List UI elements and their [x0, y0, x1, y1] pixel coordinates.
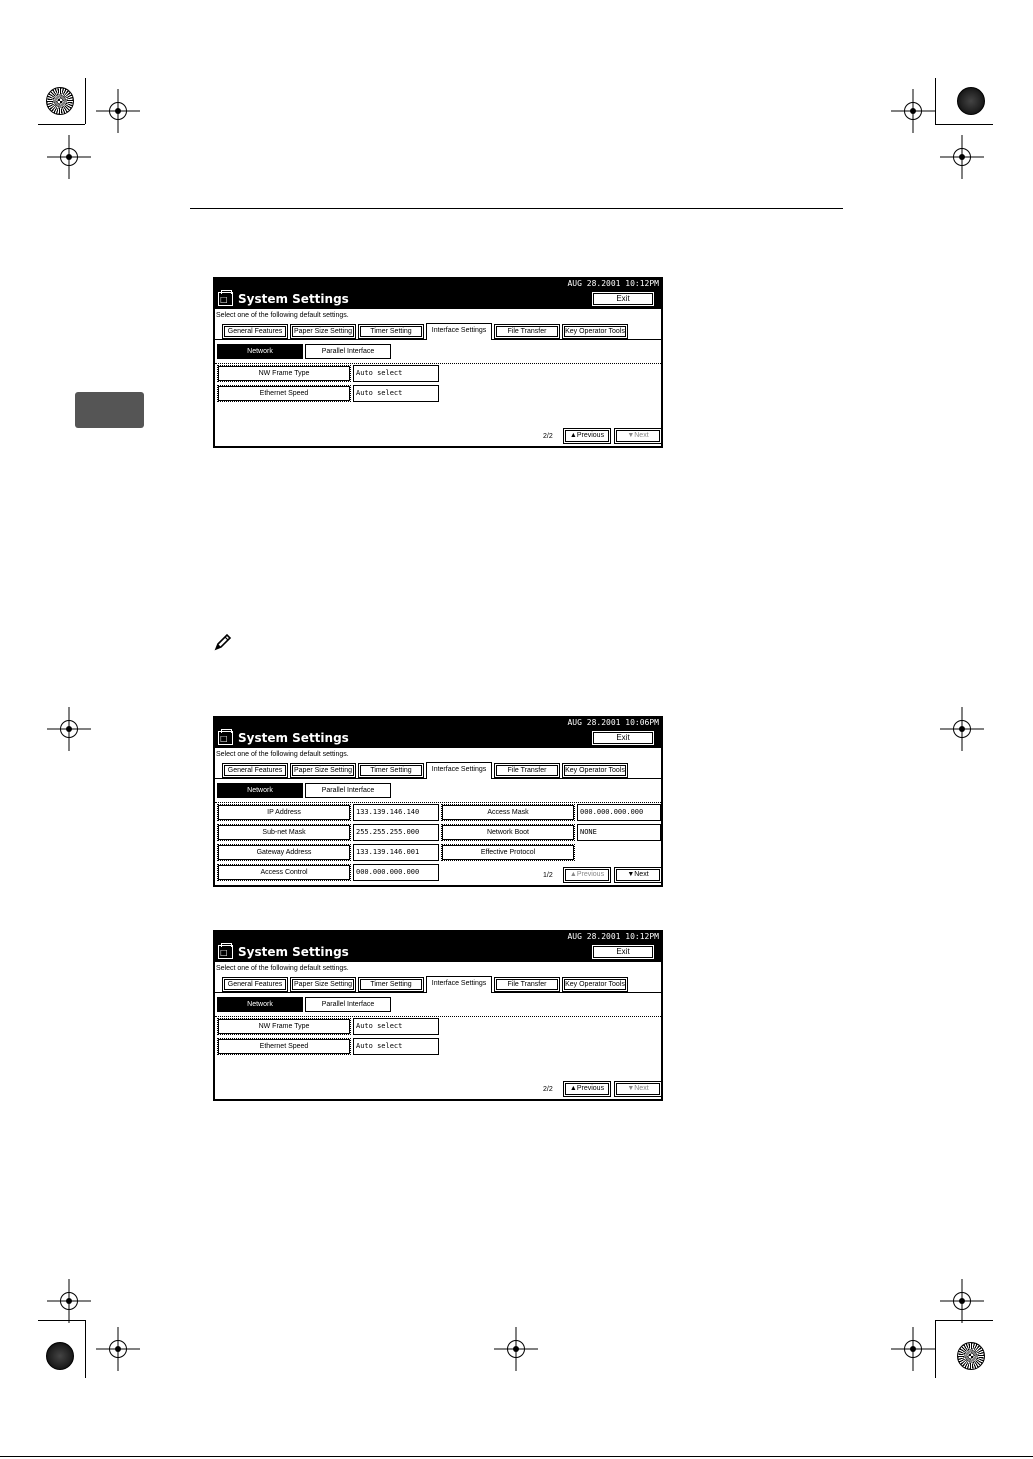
exit-button[interactable]: Exit: [591, 944, 655, 960]
tab-paper-size-setting[interactable]: Paper Size Setting: [290, 977, 356, 992]
title-bar: [215, 289, 661, 309]
crosshair-mark: [953, 1292, 971, 1310]
access-mask-value: 000.000.000.000: [577, 804, 661, 821]
tab-general-features[interactable]: General Features: [222, 977, 288, 992]
next-button[interactable]: ▼Next: [614, 1081, 662, 1097]
crop-line: [85, 1320, 86, 1378]
crosshair-mark: [60, 148, 78, 166]
subtab-network[interactable]: Network: [217, 783, 303, 798]
previous-button[interactable]: ▲Previous: [563, 1081, 611, 1097]
nw-frame-type-button[interactable]: NW Frame Type: [217, 1018, 351, 1035]
instruction-text: Select one of the following default settings.: [216, 965, 349, 972]
registration-ball-top-right: [957, 87, 985, 115]
screen-title: System Settings: [238, 945, 349, 959]
system-settings-screen-1: [213, 277, 663, 448]
subtab-bar: [215, 341, 661, 364]
crop-line: [85, 78, 86, 124]
previous-button[interactable]: ▲Previous: [563, 428, 611, 444]
next-button[interactable]: ▼Next: [614, 428, 662, 444]
crop-line: [935, 1320, 993, 1321]
tab-bar: [215, 762, 661, 779]
tab-timer-setting[interactable]: Timer Setting: [358, 763, 424, 778]
tab-interface-settings[interactable]: Interface Settings: [426, 323, 492, 340]
ethernet-speed-button[interactable]: Ethernet Speed: [217, 1038, 351, 1055]
screen-title: System Settings: [238, 292, 349, 306]
sub-net-mask-button[interactable]: Sub-net Mask: [217, 824, 351, 841]
crosshair-mark: [507, 1340, 525, 1358]
registration-starburst-top-left: [46, 87, 74, 115]
nw-frame-type-value: Auto select: [353, 365, 439, 382]
page-indicator: 1/2: [543, 872, 553, 879]
tab-interface-settings[interactable]: Interface Settings: [426, 762, 492, 779]
page-indicator: 2/2: [543, 1086, 553, 1093]
chapter-tab: [75, 392, 144, 428]
subtab-network[interactable]: Network: [217, 997, 303, 1012]
footer-rule: [0, 1456, 1033, 1457]
crosshair-mark: [109, 102, 127, 120]
datetime-display: AUG 28.2001 10:06PM: [215, 718, 661, 728]
tab-bar: [215, 976, 661, 993]
crosshair-mark: [904, 102, 922, 120]
system-settings-icon: □: [218, 945, 233, 959]
tab-timer-setting[interactable]: Timer Setting: [358, 324, 424, 339]
access-mask-button[interactable]: Access Mask: [441, 804, 575, 821]
registration-ball-bottom-left: [46, 1342, 74, 1370]
crosshair-mark: [60, 720, 78, 738]
tab-key-operator-tools[interactable]: Key Operator Tools: [562, 324, 628, 339]
tab-file-transfer[interactable]: File Transfer: [494, 977, 560, 992]
crosshair-mark: [109, 1340, 127, 1358]
access-control-value: 000.000.000.000: [353, 864, 439, 881]
network-boot-button[interactable]: Network Boot: [441, 824, 575, 841]
crosshair-mark: [904, 1340, 922, 1358]
system-settings-icon: □: [218, 292, 233, 306]
datetime-display: AUG 28.2001 10:12PM: [215, 279, 661, 289]
subtab-bar: [215, 780, 661, 803]
datetime-display: AUG 28.2001 10:12PM: [215, 932, 661, 942]
crosshair-mark: [953, 720, 971, 738]
sub-net-mask-value: 255.255.255.000: [353, 824, 439, 841]
note-pencil-icon: [213, 632, 233, 652]
subtab-parallel-interface[interactable]: Parallel Interface: [305, 997, 391, 1012]
tab-paper-size-setting[interactable]: Paper Size Setting: [290, 324, 356, 339]
title-bar: [215, 728, 661, 748]
instruction-text: Select one of the following default settings.: [216, 751, 349, 758]
exit-button[interactable]: Exit: [591, 291, 655, 307]
system-settings-screen-2: [213, 716, 663, 887]
registration-starburst-bottom-right: [957, 1342, 985, 1370]
previous-button[interactable]: ▲Previous: [563, 867, 611, 883]
page-indicator: 2/2: [543, 433, 553, 440]
access-control-button[interactable]: Access Control: [217, 864, 351, 881]
screen-title: System Settings: [238, 731, 349, 745]
subtab-parallel-interface[interactable]: Parallel Interface: [305, 783, 391, 798]
title-bar: [215, 942, 661, 962]
crosshair-mark: [60, 1292, 78, 1310]
tab-bar: [215, 323, 661, 340]
ip-address-button[interactable]: IP Address: [217, 804, 351, 821]
subtab-bar: [215, 994, 661, 1017]
ethernet-speed-value: Auto select: [353, 1038, 439, 1055]
subtab-network[interactable]: Network: [217, 344, 303, 359]
tab-timer-setting[interactable]: Timer Setting: [358, 977, 424, 992]
tab-key-operator-tools[interactable]: Key Operator Tools: [562, 977, 628, 992]
effective-protocol-button[interactable]: Effective Protocol: [441, 844, 575, 861]
crosshair-mark: [953, 148, 971, 166]
system-settings-icon: □: [218, 731, 233, 745]
tab-general-features[interactable]: General Features: [222, 763, 288, 778]
tab-key-operator-tools[interactable]: Key Operator Tools: [562, 763, 628, 778]
subtab-parallel-interface[interactable]: Parallel Interface: [305, 344, 391, 359]
nw-frame-type-button[interactable]: NW Frame Type: [217, 365, 351, 382]
crop-line: [38, 124, 85, 125]
tab-file-transfer[interactable]: File Transfer: [494, 324, 560, 339]
tab-general-features[interactable]: General Features: [222, 324, 288, 339]
instruction-text: Select one of the following default settings.: [216, 312, 349, 319]
tab-file-transfer[interactable]: File Transfer: [494, 763, 560, 778]
crop-line: [38, 1320, 85, 1321]
tab-interface-settings[interactable]: Interface Settings: [426, 976, 492, 993]
system-settings-screen-3: [213, 930, 663, 1101]
ip-address-value: 133.139.146.140: [353, 804, 439, 821]
crop-line: [935, 1320, 936, 1378]
tab-paper-size-setting[interactable]: Paper Size Setting: [290, 763, 356, 778]
ethernet-speed-value: Auto select: [353, 385, 439, 402]
gateway-address-value: 133.139.146.001: [353, 844, 439, 861]
crop-line: [935, 124, 993, 125]
header-rule: [190, 208, 843, 209]
network-boot-value: NONE: [577, 824, 661, 841]
gateway-address-button[interactable]: Gateway Address: [217, 844, 351, 861]
crop-line: [935, 78, 936, 124]
next-button[interactable]: ▼Next: [614, 867, 662, 883]
ethernet-speed-button[interactable]: Ethernet Speed: [217, 385, 351, 402]
exit-button[interactable]: Exit: [591, 730, 655, 746]
nw-frame-type-value: Auto select: [353, 1018, 439, 1035]
